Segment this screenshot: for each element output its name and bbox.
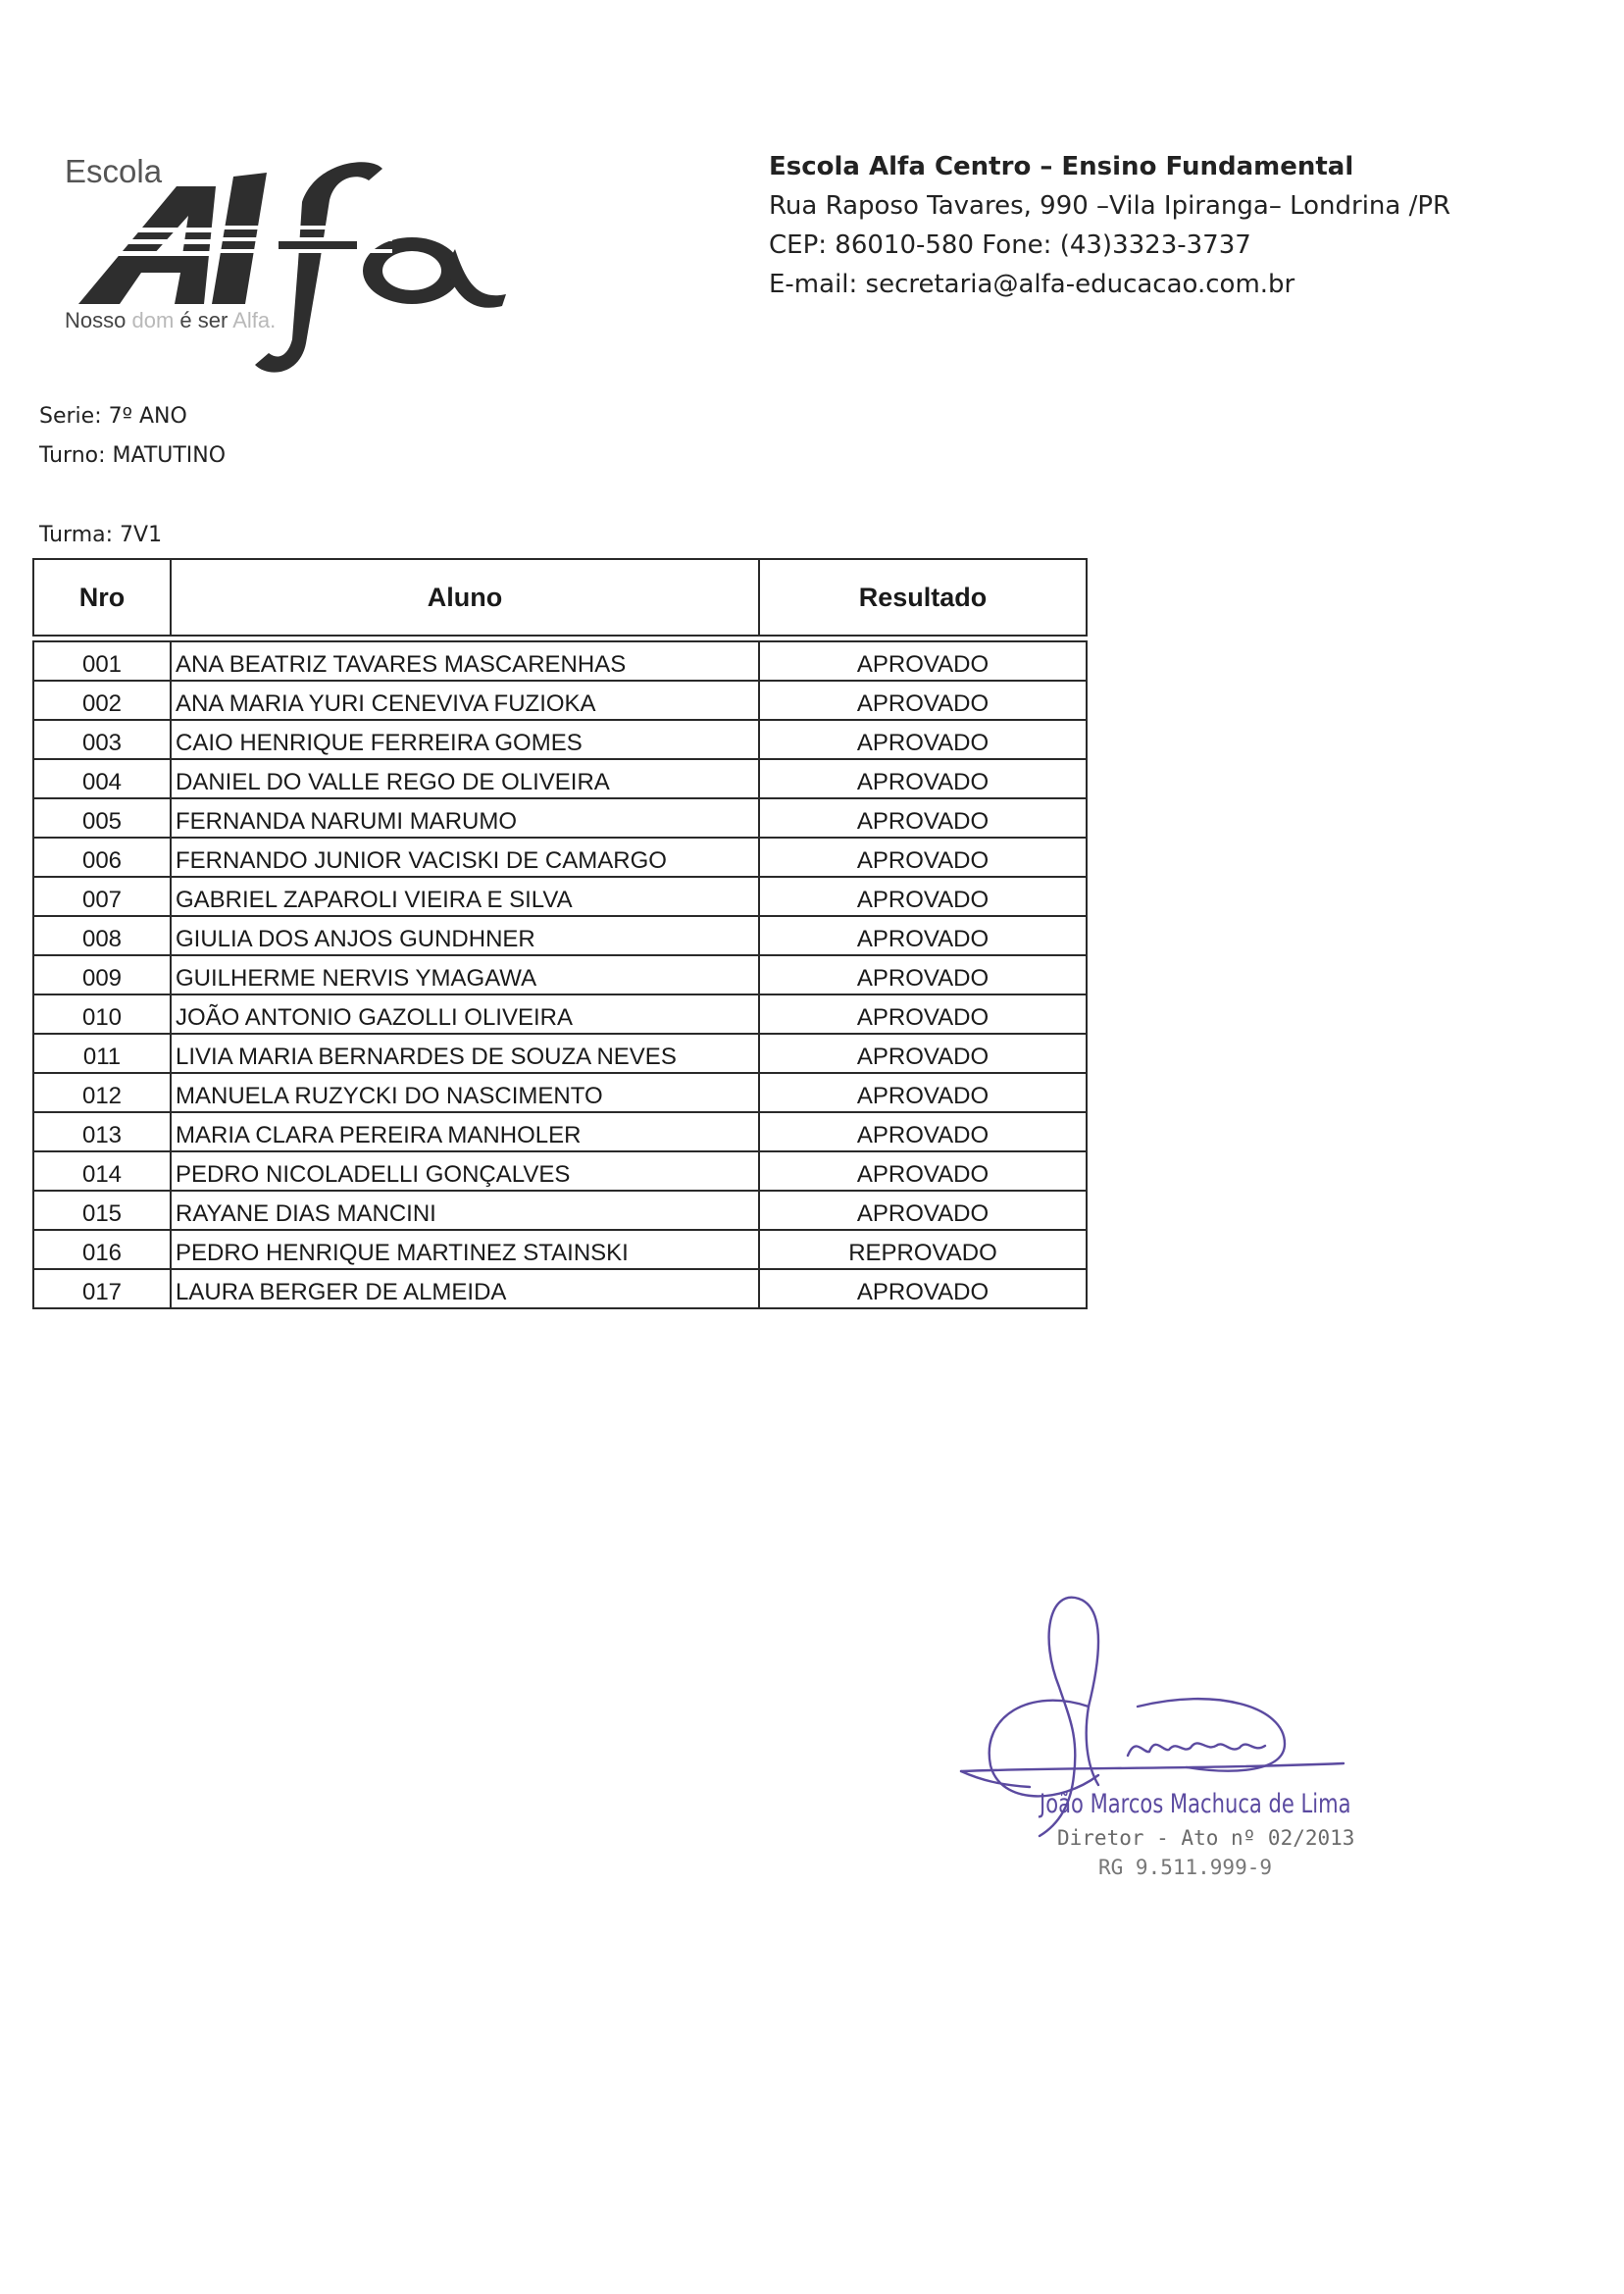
table-row [33,1073,1087,1112]
logo-tagline: Nosso dom é ser Alfa. [65,308,277,332]
school-header [769,147,1514,304]
table-row [33,798,1087,838]
row-resultado: APROVADO [759,681,1087,720]
signature-rg: RG 9.511.999-9 [1098,1856,1273,1879]
table-row [33,1034,1087,1073]
table-row [33,720,1087,759]
row-resultado: APROVADO [759,1191,1087,1230]
row-nro: 007 [33,877,171,916]
row-nro: 016 [33,1230,171,1269]
row-nro: 013 [33,1112,171,1151]
row-resultado: APROVADO [759,641,1087,681]
school-email: E-mail: secretaria@alfa-educacao.com.br [769,270,1295,299]
logo-word: Escola [65,153,163,189]
table-row [33,1191,1087,1230]
row-nro: 003 [33,720,171,759]
results-table [32,558,1088,1309]
class-turma: Turma: 7V1 [39,523,163,547]
class-serie: Serie: 7º ANO [39,404,187,429]
row-nro: 008 [33,916,171,955]
row-aluno: FERNANDO JUNIOR VACISKI DE CAMARGO [171,838,759,877]
row-nro: 001 [33,641,171,681]
row-nro: 017 [33,1269,171,1308]
table-header-row [33,559,1087,636]
row-nro: 015 [33,1191,171,1230]
school-logo [59,147,569,373]
school-contact: CEP: 86010-580 Fone: (43)3323-3737 [769,230,1251,260]
row-resultado: APROVADO [759,877,1087,916]
row-aluno: DANIEL DO VALLE REGO DE OLIVEIRA [171,759,759,798]
row-nro: 005 [33,798,171,838]
row-resultado: REPROVADO [759,1230,1087,1269]
row-nro: 014 [33,1151,171,1191]
row-nro: 006 [33,838,171,877]
handwritten-signature [941,1579,1373,1903]
row-resultado: APROVADO [759,955,1087,994]
row-aluno: MARIA CLARA PEREIRA MANHOLER [171,1112,759,1151]
table-row [33,1151,1087,1191]
row-nro: 010 [33,994,171,1034]
row-aluno: ANA BEATRIZ TAVARES MASCARENHAS [171,641,759,681]
signature-role: Diretor - Ato nº 02/2013 [1057,1826,1355,1850]
table-row [33,759,1087,798]
results-body [33,641,1087,1308]
row-resultado: APROVADO [759,1034,1087,1073]
header-aluno: Aluno [171,559,759,636]
row-aluno: LAURA BERGER DE ALMEIDA [171,1269,759,1308]
table-row [33,681,1087,720]
table-row [33,641,1087,681]
signature-name: João Marcos Machuca de Lima [1040,1789,1351,1819]
table-row [33,1230,1087,1269]
row-nro: 009 [33,955,171,994]
row-aluno: GABRIEL ZAPAROLI VIEIRA E SILVA [171,877,759,916]
table-row [33,994,1087,1034]
table-row [33,838,1087,877]
row-aluno: CAIO HENRIQUE FERREIRA GOMES [171,720,759,759]
row-resultado: APROVADO [759,759,1087,798]
row-resultado: APROVADO [759,798,1087,838]
header-nro: Nro [33,559,171,636]
row-aluno: LIVIA MARIA BERNARDES DE SOUZA NEVES [171,1034,759,1073]
table-row [33,916,1087,955]
row-resultado: APROVADO [759,1269,1087,1308]
table-row [33,1269,1087,1308]
row-aluno: PEDRO NICOLADELLI GONÇALVES [171,1151,759,1191]
row-resultado: APROVADO [759,994,1087,1034]
row-resultado: APROVADO [759,916,1087,955]
row-resultado: APROVADO [759,1112,1087,1151]
school-title: Escola Alfa Centro – Ensino Fundamental [769,152,1354,181]
row-aluno: JOÃO ANTONIO GAZOLLI OLIVEIRA [171,994,759,1034]
row-aluno: GUILHERME NERVIS YMAGAWA [171,955,759,994]
row-aluno: FERNANDA NARUMI MARUMO [171,798,759,838]
row-resultado: APROVADO [759,1151,1087,1191]
class-turno: Turno: MATUTINO [39,443,227,468]
row-nro: 011 [33,1034,171,1073]
row-aluno: MANUELA RUZYCKI DO NASCIMENTO [171,1073,759,1112]
row-nro: 002 [33,681,171,720]
row-nro: 004 [33,759,171,798]
row-aluno: GIULIA DOS ANJOS GUNDHNER [171,916,759,955]
row-resultado: APROVADO [759,838,1087,877]
row-aluno: ANA MARIA YURI CENEVIVA FUZIOKA [171,681,759,720]
table-row [33,877,1087,916]
row-nro: 012 [33,1073,171,1112]
header-resultado: Resultado [759,559,1087,636]
table-row [33,1112,1087,1151]
director-signature-block [941,1579,1373,1903]
row-aluno: RAYANE DIAS MANCINI [171,1191,759,1230]
row-resultado: APROVADO [759,720,1087,759]
table-row [33,955,1087,994]
row-resultado: APROVADO [759,1073,1087,1112]
school-address: Rua Raposo Tavares, 990 –Vila Ipiranga– Londrina /PR [769,191,1451,221]
row-aluno: PEDRO HENRIQUE MARTINEZ STAINSKI [171,1230,759,1269]
